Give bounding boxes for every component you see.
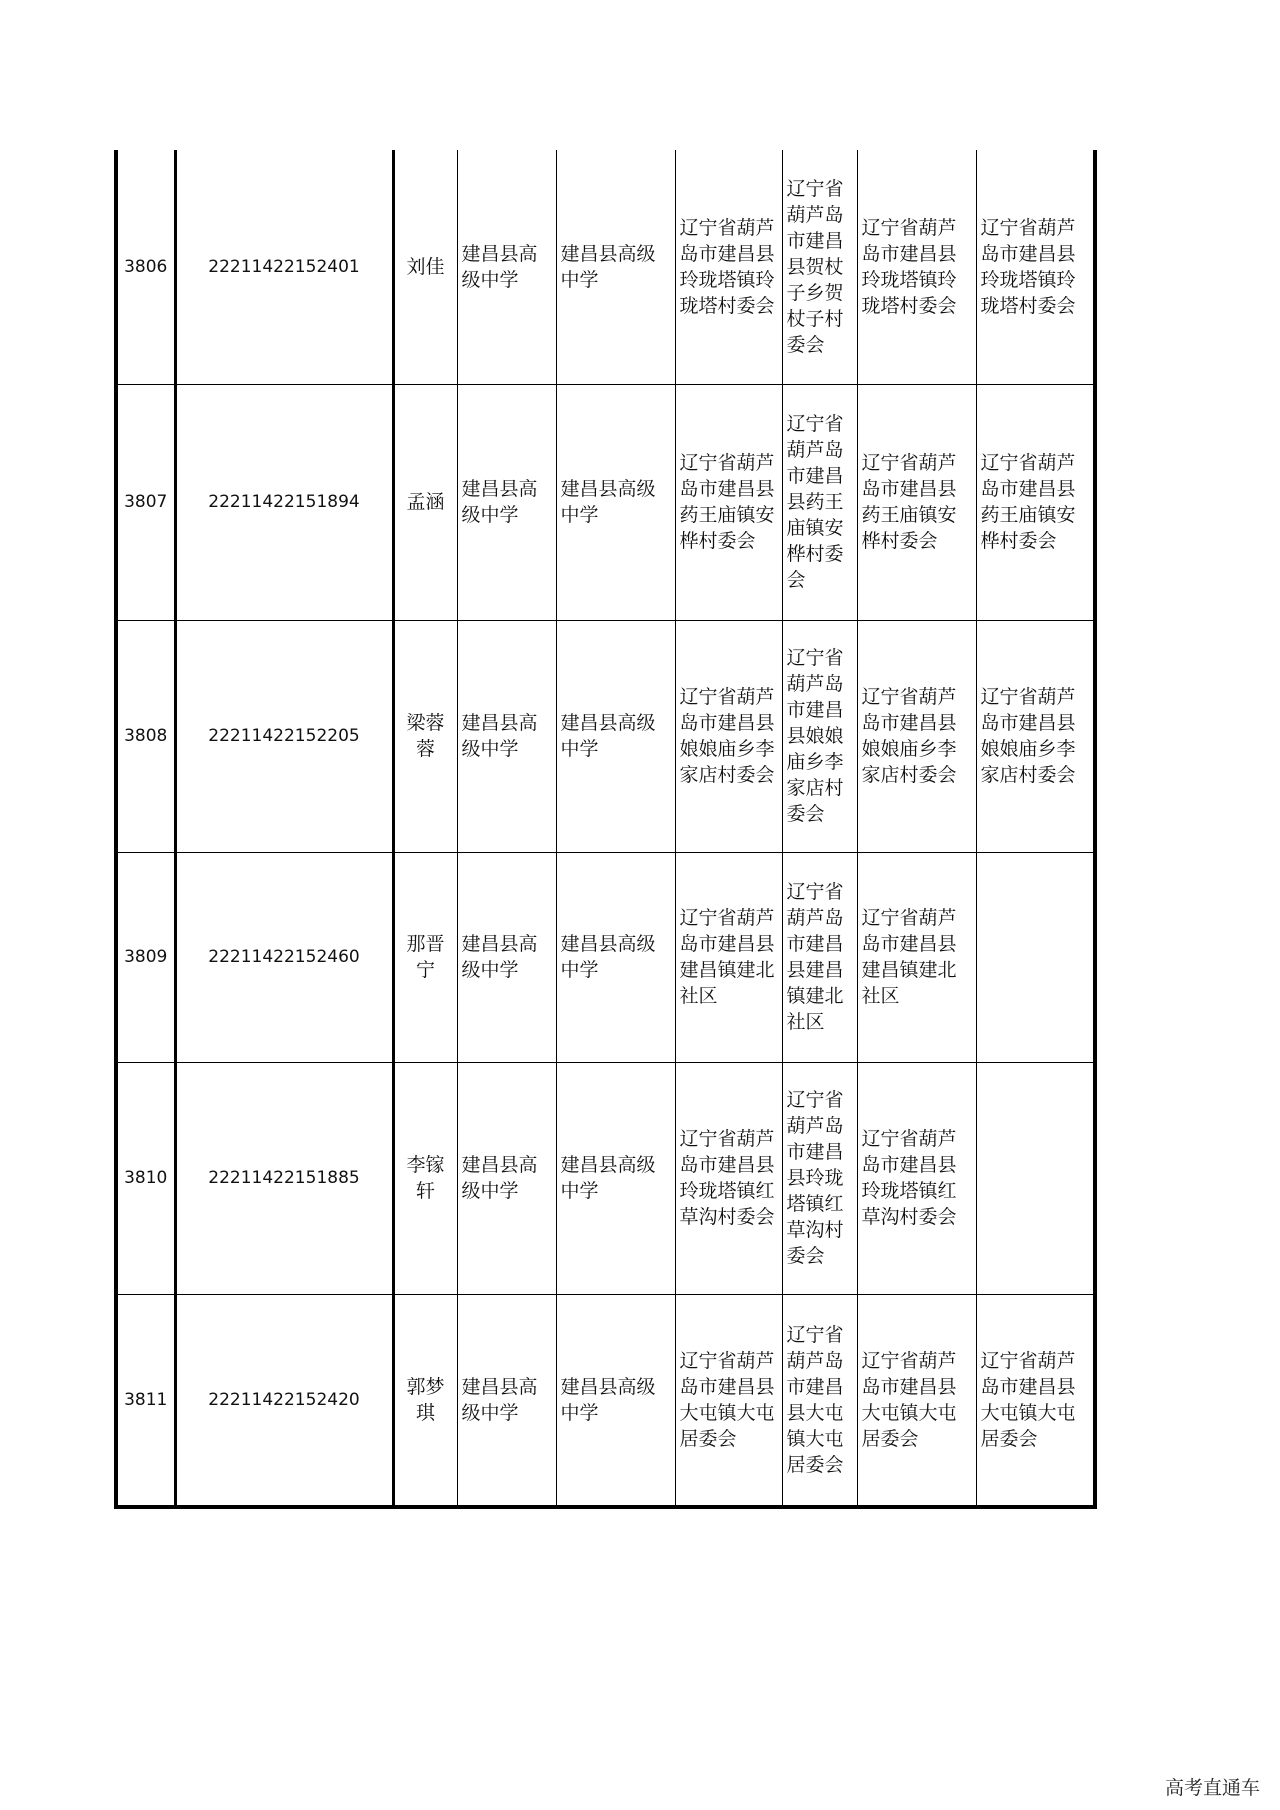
cell-school: 建昌县高级中学 — [457, 384, 556, 620]
cell-school: 建昌县高级中学 — [457, 150, 556, 384]
records-table — [114, 150, 1097, 1509]
cell-school-2: 建昌县高级中学 — [556, 1062, 675, 1294]
cell-address-1: 辽宁省葫芦岛市建昌县娘娘庙乡李家店村委会 — [675, 620, 782, 852]
table-row — [116, 1294, 1095, 1507]
cell-exam-no: 22211422152460 — [175, 852, 393, 1062]
cell-exam-no: 22211422151885 — [175, 1062, 393, 1294]
cell-address-4 — [976, 1062, 1095, 1294]
cell-name: 孟涵 — [393, 384, 457, 620]
cell-address-1: 辽宁省葫芦岛市建昌县药王庙镇安桦村委会 — [675, 384, 782, 620]
cell-address-1: 辽宁省葫芦岛市建昌县玲珑塔镇红草沟村委会 — [675, 1062, 782, 1294]
cell-address-4 — [976, 852, 1095, 1062]
table-row — [116, 852, 1095, 1062]
cell-school-2: 建昌县高级中学 — [556, 852, 675, 1062]
cell-address-3: 辽宁省葫芦岛市建昌县娘娘庙乡李家店村委会 — [857, 620, 976, 852]
cell-address-4: 辽宁省葫芦岛市建昌县玲珑塔镇玲珑塔村委会 — [976, 150, 1095, 384]
cell-address-4: 辽宁省葫芦岛市建昌县娘娘庙乡李家店村委会 — [976, 620, 1095, 852]
cell-school-2: 建昌县高级中学 — [556, 620, 675, 852]
cell-seq: 3807 — [116, 384, 175, 620]
cell-address-2: 辽宁省葫芦岛市建昌县贺杖子乡贺杖子村委会 — [782, 150, 857, 384]
cell-seq: 3808 — [116, 620, 175, 852]
cell-exam-no: 22211422152420 — [175, 1294, 393, 1507]
table-row — [116, 1062, 1095, 1294]
cell-address-3: 辽宁省葫芦岛市建昌县大屯镇大屯居委会 — [857, 1294, 976, 1507]
cell-name: 李镓轩 — [393, 1062, 457, 1294]
table-row — [116, 384, 1095, 620]
cell-address-2: 辽宁省葫芦岛市建昌县药王庙镇安桦村委会 — [782, 384, 857, 620]
cell-seq: 3806 — [116, 150, 175, 384]
cell-address-2: 辽宁省葫芦岛市建昌县玲珑塔镇红草沟村委会 — [782, 1062, 857, 1294]
cell-name: 那晋宁 — [393, 852, 457, 1062]
cell-exam-no: 22211422152401 — [175, 150, 393, 384]
cell-seq: 3809 — [116, 852, 175, 1062]
cell-address-3: 辽宁省葫芦岛市建昌县玲珑塔镇玲珑塔村委会 — [857, 150, 976, 384]
cell-address-2: 辽宁省葫芦岛市建昌县大屯镇大屯居委会 — [782, 1294, 857, 1507]
cell-name: 梁蓉蓉 — [393, 620, 457, 852]
cell-name: 刘佳 — [393, 150, 457, 384]
cell-address-1: 辽宁省葫芦岛市建昌县大屯镇大屯居委会 — [675, 1294, 782, 1507]
cell-exam-no: 22211422151894 — [175, 384, 393, 620]
cell-school: 建昌县高级中学 — [457, 852, 556, 1062]
cell-school-2: 建昌县高级中学 — [556, 384, 675, 620]
cell-address-3: 辽宁省葫芦岛市建昌县药王庙镇安桦村委会 — [857, 384, 976, 620]
table-row — [116, 620, 1095, 852]
cell-address-1: 辽宁省葫芦岛市建昌县玲珑塔镇玲珑塔村委会 — [675, 150, 782, 384]
cell-school: 建昌县高级中学 — [457, 620, 556, 852]
table-row — [116, 150, 1095, 384]
table-body — [116, 150, 1095, 1507]
cell-exam-no: 22211422152205 — [175, 620, 393, 852]
cell-address-2: 辽宁省葫芦岛市建昌县娘娘庙乡李家店村委会 — [782, 620, 857, 852]
cell-school-2: 建昌县高级中学 — [556, 1294, 675, 1507]
cell-address-2: 辽宁省葫芦岛市建昌县建昌镇建北社区 — [782, 852, 857, 1062]
cell-address-4: 辽宁省葫芦岛市建昌县大屯镇大屯居委会 — [976, 1294, 1095, 1507]
cell-school: 建昌县高级中学 — [457, 1062, 556, 1294]
cell-school: 建昌县高级中学 — [457, 1294, 556, 1507]
cell-seq: 3811 — [116, 1294, 175, 1507]
cell-school-2: 建昌县高级中学 — [556, 150, 675, 384]
cell-seq: 3810 — [116, 1062, 175, 1294]
cell-address-1: 辽宁省葫芦岛市建昌县建昌镇建北社区 — [675, 852, 782, 1062]
footer-watermark: 高考直通车 — [1164, 1777, 1260, 1799]
cell-address-3: 辽宁省葫芦岛市建昌县玲珑塔镇红草沟村委会 — [857, 1062, 976, 1294]
cell-address-3: 辽宁省葫芦岛市建昌县建昌镇建北社区 — [857, 852, 976, 1062]
cell-address-4: 辽宁省葫芦岛市建昌县药王庙镇安桦村委会 — [976, 384, 1095, 620]
cell-name: 郭梦琪 — [393, 1294, 457, 1507]
